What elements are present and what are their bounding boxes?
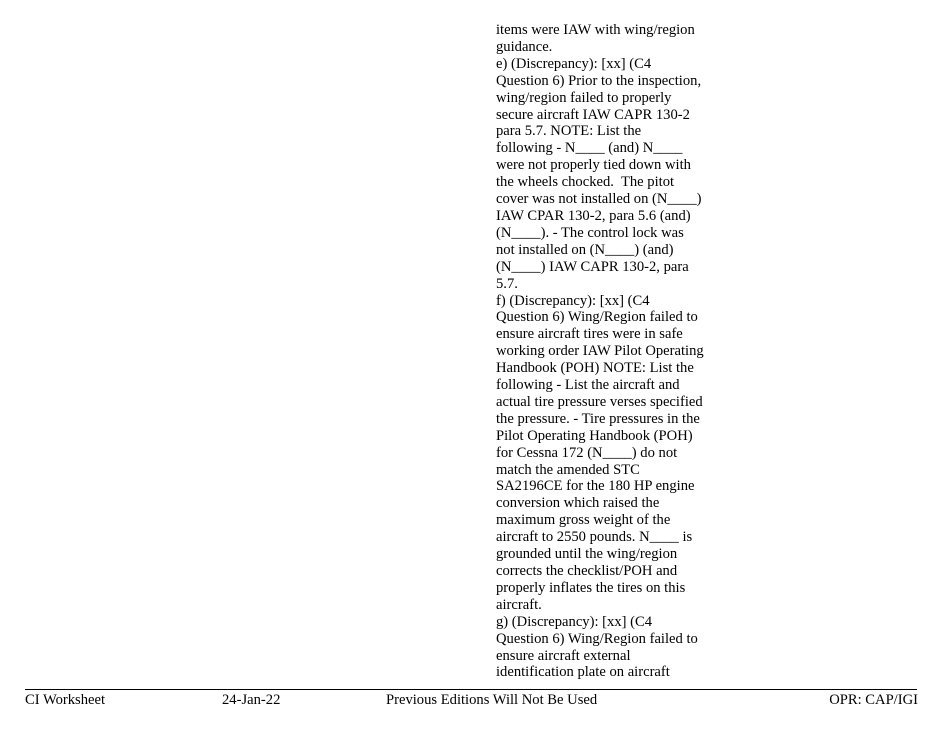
text-line: properly inflates the tires on this — [496, 579, 686, 596]
text-line: cover was not installed on (N____) — [496, 191, 702, 208]
text-line: (N____). - The control lock was — [496, 224, 684, 241]
text-line: identification plate on aircraft — [496, 664, 670, 681]
text-line: Question 6) Wing/Region failed to — [496, 630, 698, 647]
text-line: wing/region failed to properly — [496, 89, 672, 106]
text-line: following - N____ (and) N____ — [496, 140, 683, 157]
discrepancy-f-heading: f) (Discrepancy): [xx] (C4 — [496, 292, 650, 309]
text-line: Question 6) Wing/Region failed to — [496, 309, 698, 326]
text-line: actual tire pressure verses specified — [496, 393, 703, 410]
text-line: aircraft. — [496, 596, 542, 613]
discrepancy-g-heading: g) (Discrepancy): [xx] (C4 — [496, 613, 653, 630]
text-line: following - List the aircraft and — [496, 377, 680, 394]
text-line: ensure aircraft external — [496, 647, 631, 664]
footer-date: 24-Jan-22 — [222, 692, 281, 708]
text-line: IAW CPAR 130-2, para 5.6 (and) — [496, 207, 691, 224]
text-line: match the amended STC — [496, 461, 640, 478]
footer-opr: OPR: CAP/IGI — [829, 692, 918, 708]
footer-document-name: CI Worksheet — [25, 692, 106, 708]
text-line: secure aircraft IAW CAPR 130-2 — [496, 106, 690, 123]
text-line: 5.7. — [496, 275, 518, 292]
text-line: were not properly tied down with — [496, 157, 691, 174]
text-line: (N____) IAW CAPR 130-2, para — [496, 258, 689, 275]
text-line: para 5.7. NOTE: List the — [496, 123, 642, 140]
text-line: grounded until the wing/region — [496, 546, 678, 563]
worksheet-text-column — [496, 22, 708, 681]
text-line: the pressure. - Tire pressures in the — [496, 410, 700, 427]
text-line: SA2196CE for the 180 HP engine — [496, 478, 695, 495]
text-line: corrects the checklist/POH and — [496, 563, 678, 579]
footer-editions-note: Previous Editions Will Not Be Used — [386, 692, 598, 708]
text-line: Question 6) Prior to the inspection, — [496, 72, 702, 89]
text-line: conversion which raised the — [496, 495, 660, 512]
discrepancy-e-heading: e) (Discrepancy): [xx] (C4 — [496, 55, 652, 72]
text-line: items were IAW with wing/region — [496, 22, 695, 38]
text-line: Pilot Operating Handbook (POH) — [496, 427, 693, 444]
footer-divider — [25, 689, 917, 690]
text-line: guidance. — [496, 38, 553, 55]
text-line: working order IAW Pilot Operating — [496, 343, 704, 360]
text-line: aircraft to 2550 pounds. N____ is — [496, 529, 693, 546]
text-line: ensure aircraft tires were in safe — [496, 326, 683, 343]
text-line: the wheels chocked. The pitot — [496, 174, 675, 191]
text-line: Handbook (POH) NOTE: List the — [496, 360, 694, 377]
text-line: not installed on (N____) (and) — [496, 241, 674, 258]
text-line: for Cessna 172 (N____) do not — [496, 444, 678, 461]
text-line: maximum gross weight of the — [496, 512, 671, 529]
